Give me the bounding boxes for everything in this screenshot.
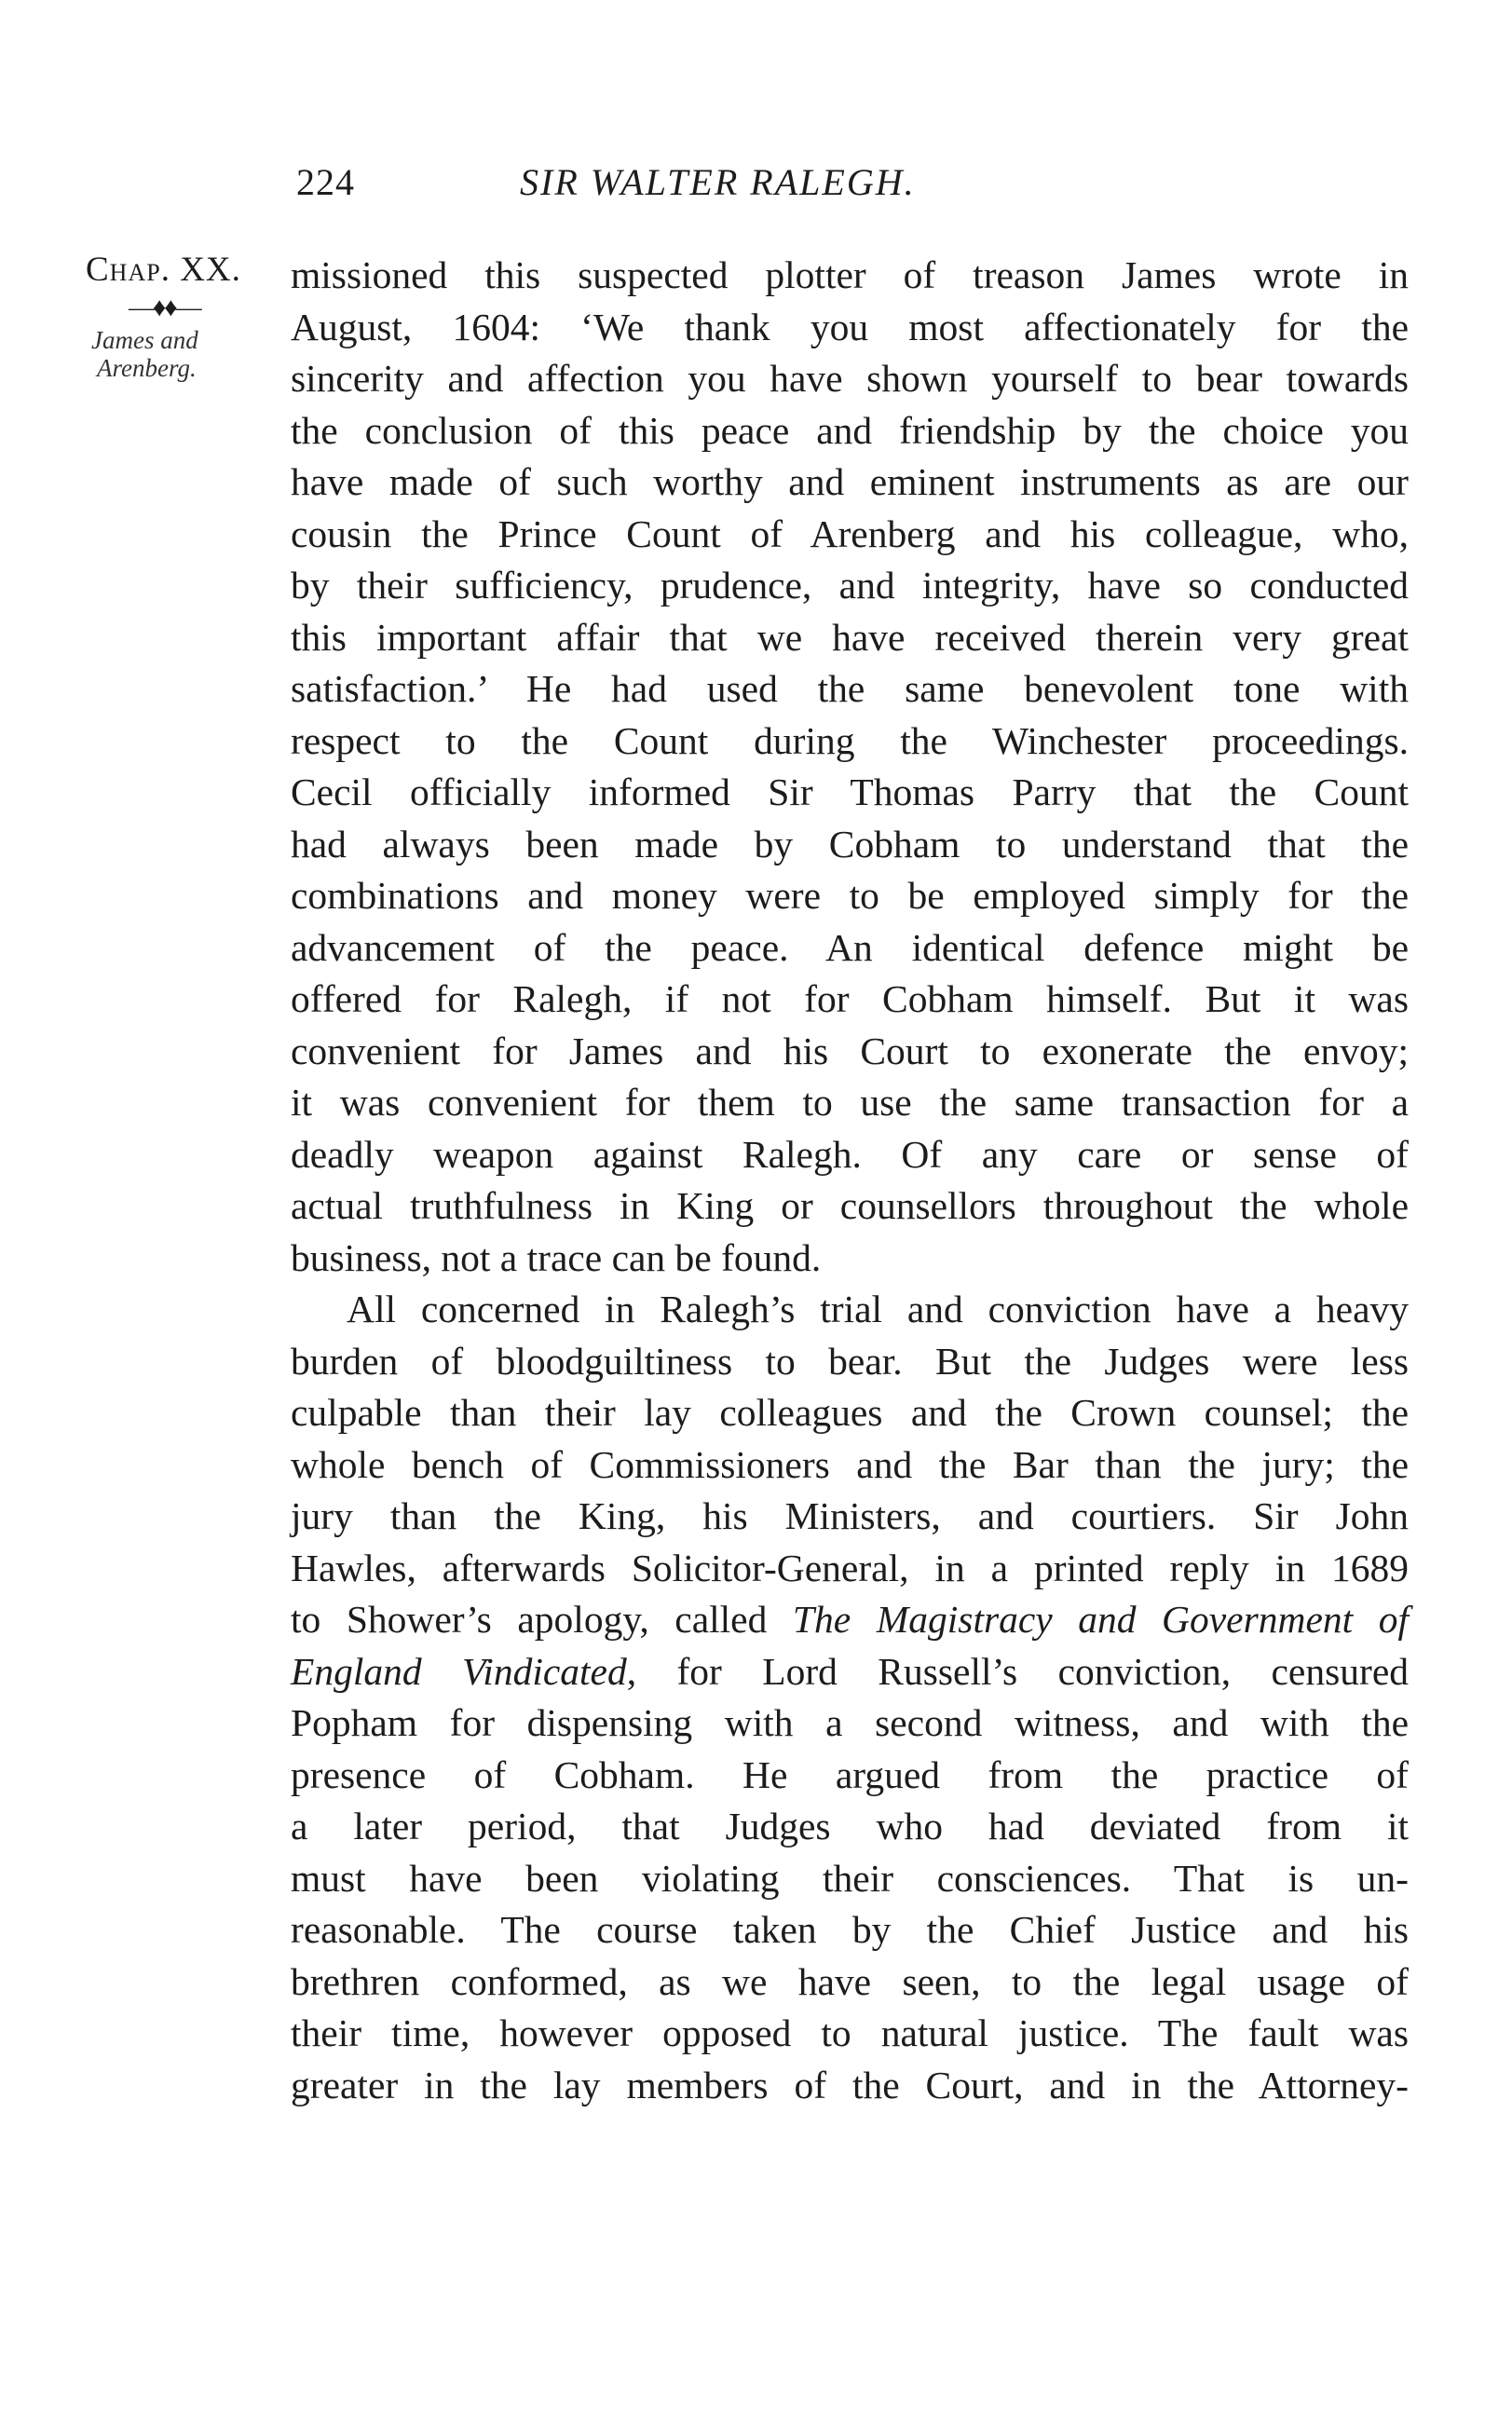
- book-title-italic: England Vindicated: [291, 1649, 627, 1693]
- text-line: the conclusion of this peace and friendship by the choice you: [291, 408, 1409, 452]
- text-line: August, 1604: ‘We thank you most affectionately for the: [291, 305, 1409, 348]
- text-line: culpable than their lay colleagues and the Crown counsel; the: [291, 1391, 1409, 1434]
- text-line: [291, 1646, 1409, 1698]
- text-line: cousin the Prince Count of Arenberg and his colleague, who,: [291, 511, 1409, 555]
- text-line: Hawles, afterwards Solicitor-General, in a printed reply in 1689: [291, 1546, 1409, 1589]
- text-line: greater in the lay members of the Court, and in the Attorney-: [291, 2063, 1409, 2106]
- text-line: respect to the Count during the Winchester proceedings.: [291, 718, 1409, 762]
- paragraph-1: [291, 250, 1409, 1284]
- text-line: satisfaction.’ He had used the same benevolent tone with: [291, 667, 1409, 710]
- text-line: brethren conformed, as we have seen, to the legal usage of: [291, 1959, 1409, 2003]
- text-line: offered for Ralegh, if not for Cobham himself. But it was: [291, 977, 1409, 1020]
- text-line: a later period, that Judges who had deviated from it: [291, 1805, 1409, 1847]
- paragraph-2: [291, 1284, 1409, 2111]
- page-header: [296, 160, 1407, 216]
- text-line: sincerity and affection you have shown yourself to bear towards: [291, 357, 1409, 400]
- sidenote-line: Arenberg.: [97, 354, 197, 382]
- text-line: whole bench of Commissioners and the Bar than the jury; the: [291, 1442, 1409, 1486]
- running-title: SIR WALTER RALEGH.: [520, 161, 916, 203]
- text-line: convenient for James and his Court to exonerate the envoy;: [291, 1029, 1409, 1072]
- text-line: their time, however opposed to natural justice. The fault was: [291, 2011, 1409, 2054]
- text-line: advancement of the peace. An identical defence might be: [291, 925, 1409, 969]
- text-line: by their sufficiency, prudence, and integrity, have so conducted: [291, 564, 1409, 607]
- text-line: presence of Cobham. He argued from the practice of: [291, 1752, 1409, 1796]
- text-line: must have been violating their consciences. That is un-: [291, 1856, 1409, 1900]
- text-line: burden of bloodguiltiness to bear. But the Judges were less: [291, 1339, 1409, 1383]
- text-line: business, not a trace can be found.: [291, 1235, 822, 1279]
- text-line: Popham for dispensing with a second witness, and with the: [291, 1701, 1409, 1744]
- text-run: to Shower’s apology, called: [291, 1598, 793, 1641]
- chapter-label: Chap. XX.: [86, 251, 241, 289]
- text-line: actual truthfulness in King or counsellors throughout the whole: [291, 1184, 1409, 1227]
- ornament-divider: —♦♦—: [129, 293, 200, 322]
- text-line: it was convenient for them to use the same transaction for a: [291, 1081, 1409, 1124]
- text-line: have made of such worthy and eminent instruments as are our: [291, 460, 1409, 503]
- text-line: this important affair that we have received therein very great: [291, 615, 1409, 659]
- margin-column: [86, 250, 286, 382]
- text-line: deadly weapon against Ralegh. Of any care or sense of: [291, 1132, 1409, 1176]
- body-text: [291, 250, 1409, 2111]
- text-run: , for Lord Russell’s conviction, censured: [626, 1649, 1409, 1693]
- text-line: jury than the King, his Ministers, and courtiers. Sir John: [291, 1494, 1409, 1537]
- text-line: reasonable. The course taken by the Chief Justice and his: [291, 1908, 1409, 1951]
- text-line: Cecil officially informed Sir Thomas Parry that the Count: [291, 770, 1409, 813]
- text-line: missioned this suspected plotter of treason James wrote in: [291, 253, 1409, 296]
- margin-sidenote: [86, 326, 286, 382]
- text-line: combinations and money were to be employed simply for the: [291, 874, 1409, 917]
- text-line: [291, 1594, 1409, 1646]
- text-line: had always been made by Cobham to understand that the: [291, 822, 1409, 866]
- text-line: All concerned in Ralegh’s trial and conviction have a heavy: [347, 1288, 1409, 1330]
- book-title-italic: The Magistracy and Government of: [792, 1598, 1409, 1641]
- sidenote-line: James and: [91, 326, 198, 354]
- page-number: 224: [296, 161, 355, 203]
